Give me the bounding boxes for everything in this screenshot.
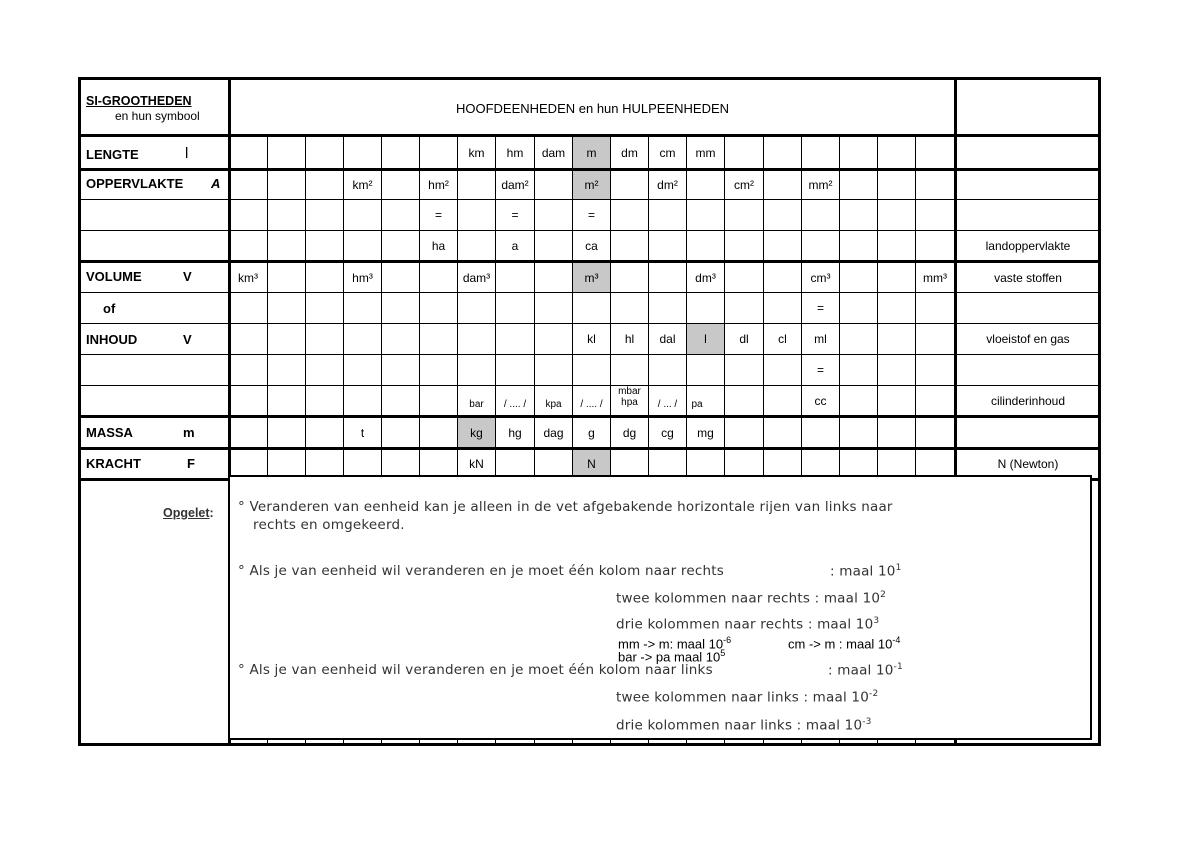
equals-cell: = [434, 208, 442, 222]
note-rule-right: ° Als je van eenheid wil veranderen en je moet één kolom naar rechts [238, 563, 724, 579]
unit-cell-main: l [687, 324, 724, 354]
note-right-3 [616, 616, 879, 633]
notes-box [228, 475, 1092, 740]
note-left-3 [616, 717, 872, 734]
unit-cell: cc [814, 393, 827, 408]
note-right-2-text: twee kolommen naar rechts : maal 10 [616, 590, 881, 607]
unit-cell: g [588, 425, 595, 440]
symbol-volume: V [183, 269, 192, 284]
unit-cell: hm [506, 145, 524, 160]
unit-cell: pa [691, 398, 703, 410]
unit-cell: dm [621, 145, 638, 160]
note-left-2 [616, 689, 878, 706]
quantity-volume: VOLUME [86, 269, 142, 284]
unit-cell: ha [431, 238, 446, 253]
note-right-3-exp: 3 [873, 616, 880, 626]
symbol-lengte: l [185, 145, 189, 162]
unit-cell: dam³ [462, 270, 491, 285]
note-left-1 [828, 662, 903, 679]
unit-cell: km [468, 145, 485, 160]
note-left-3-exp: -3 [862, 717, 872, 727]
example-cm-m [788, 636, 900, 650]
unit-cell: km³ [238, 270, 258, 285]
unit-cell: hl [624, 332, 635, 346]
unit-cell: km² [352, 178, 373, 192]
unit-cell: t [360, 425, 365, 440]
opgelet-colon: : [209, 506, 214, 520]
opgelet-text: Opgelet [163, 506, 210, 520]
unit-cell: dm² [657, 178, 678, 192]
unit-cell: dag [543, 425, 564, 440]
unit-cell: dam [541, 145, 566, 160]
unit-cell: hm² [428, 178, 449, 192]
unit-cell: mg [697, 425, 714, 440]
quantity-inhoud: INHOUD [86, 332, 138, 347]
note-left-2-exp: -2 [869, 689, 879, 699]
note-right-1-exp: 1 [895, 563, 902, 573]
example-bar-pa-exp: 5 [720, 648, 726, 658]
unit-cell: a [511, 238, 519, 253]
unit-cell: cm³ [810, 270, 831, 285]
unit-cell: cm² [734, 178, 754, 192]
note-right-3-text: drie kolommen naar rechts : maal 10 [616, 616, 874, 633]
main-title: HOOFDEENHEDEN en hun HULPEENHEDEN [455, 100, 730, 116]
unit-cell: dal [659, 332, 676, 346]
quantity-kracht: KRACHT [86, 456, 141, 471]
unit-cell: bar [469, 398, 484, 410]
note-rule-left: ° Als je van eenheid wil veranderen en je moet één kolom naar links [238, 662, 713, 678]
unit-cell: hm³ [352, 270, 373, 285]
note-left-1-exp: -1 [893, 662, 903, 672]
unit-cell: dm³ [695, 270, 716, 285]
remark-landoppervlakte: landoppervlakte [985, 238, 1071, 253]
unit-cell: mm² [808, 178, 833, 192]
unit-cell: mm³ [923, 270, 947, 285]
unit-cell: ml [814, 332, 827, 346]
unit-cell: ca [585, 238, 598, 253]
unit-cell: / ... / [657, 398, 678, 410]
equals-cell: = [816, 363, 824, 377]
remark-vaste-stoffen: vaste stoffen [994, 270, 1062, 285]
symbol-kracht: F [187, 456, 195, 471]
unit-cell: dl [739, 332, 749, 346]
remark-cilinderinhoud: cilinderinhoud [990, 393, 1066, 408]
example-bar-pa-text: bar -> pa maal 10 [618, 649, 721, 665]
equals-cell: = [511, 208, 519, 222]
unit-cell: mm [695, 145, 716, 160]
unit-cell: / .... / [503, 398, 527, 410]
unit-cell: cl [778, 332, 787, 346]
example-mm-m-text: mm -> m: maal 10 [618, 636, 724, 652]
unit-cell: cm [659, 145, 676, 160]
quantity-lengte: LENGTE [86, 147, 139, 162]
si-title: SI-GROOTHEDEN [86, 94, 192, 108]
note-right-1 [830, 563, 902, 580]
note-left-3-text: drie kolommen naar links : maal 10 [616, 717, 863, 734]
row-divider [81, 354, 1098, 355]
opgelet-label [163, 506, 214, 520]
equals-cell: = [587, 208, 595, 222]
unit-cell-main: m³ [573, 263, 610, 292]
symbol-massa: m [183, 425, 195, 440]
example-cm-m-text: cm -> m : maal 10 [788, 636, 893, 652]
note-line-1: ° Veranderen van eenheid kan je alleen in de vet afgebakende horizontale rijen van links naar [238, 499, 893, 515]
note-left-2-text: twee kolommen naar links : maal 10 [616, 689, 869, 706]
unit-cell: dg [622, 425, 637, 440]
quantity-oppervlakte: OPPERVLAKTE [86, 176, 184, 191]
si-subtitle: en hun symbool [115, 109, 200, 123]
note-line-2: rechts en omgekeerd. [253, 517, 405, 533]
symbol-oppervlakte: A [211, 176, 221, 191]
unit-cell: kl [587, 332, 596, 346]
remark-newton: N (Newton) [997, 457, 1059, 471]
remark-vloeistof: vloeistof en gas [986, 332, 1070, 346]
unit-cell: hpa [621, 397, 638, 408]
row-divider [81, 385, 1098, 386]
unit-cell-main: N [573, 450, 610, 478]
unit-cell: cg [661, 425, 674, 440]
unit-cell: kN [469, 457, 484, 471]
note-left-1-text: : maal 10 [828, 662, 894, 679]
unit-cell-main: m [573, 137, 610, 168]
note-right-1-text: : maal 10 [830, 563, 896, 580]
note-right-2 [616, 590, 886, 607]
unit-cell-main: kg [458, 418, 495, 447]
note-right-2-exp: 2 [880, 590, 887, 600]
symbol-inhoud: V [183, 332, 192, 347]
quantity-of: of [103, 301, 116, 316]
unit-cell: hg [508, 425, 522, 440]
example-cm-m-exp: -4 [892, 635, 901, 645]
unit-cell: / .... / [580, 398, 603, 410]
unit-cell: mbar [618, 386, 641, 397]
unit-cell-main: m² [573, 171, 610, 199]
row-divider [81, 292, 1098, 293]
equals-cell: = [816, 301, 824, 315]
unit-cell: kpa [545, 398, 562, 410]
example-mm-m-exp: -6 [723, 635, 732, 645]
quantity-massa: MASSA [86, 425, 133, 440]
unit-cell: dam² [501, 178, 529, 192]
